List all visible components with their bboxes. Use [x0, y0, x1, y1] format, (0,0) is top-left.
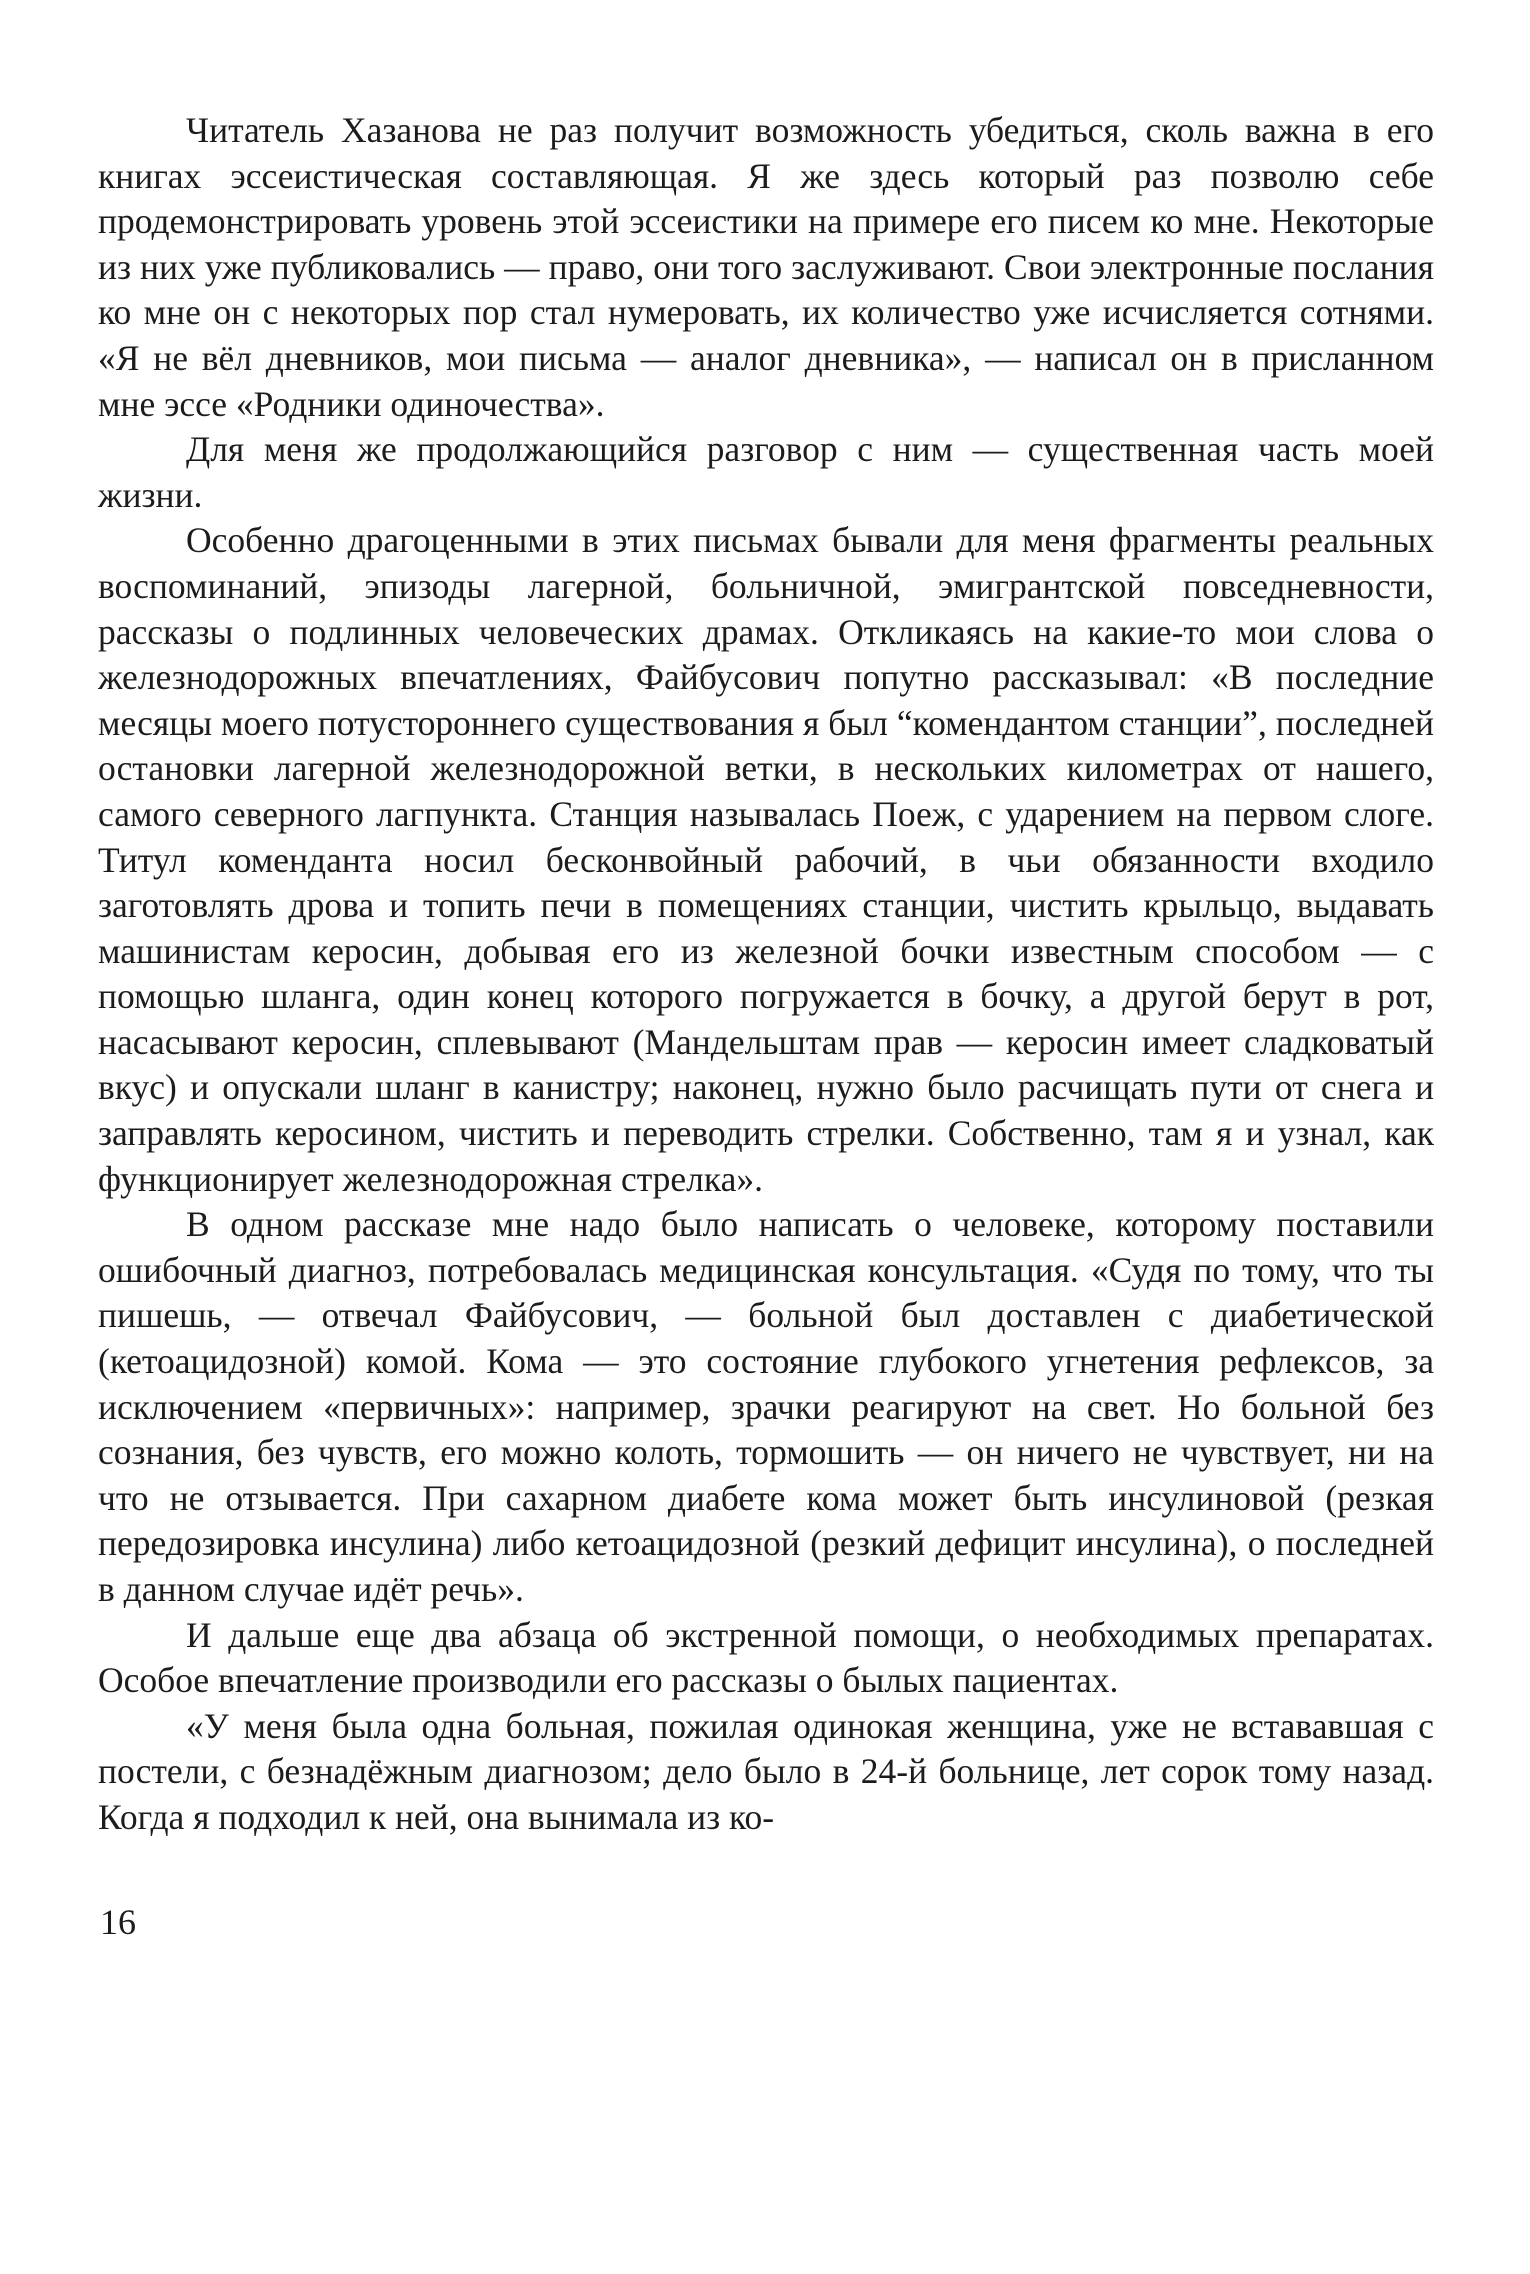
paragraph-5: И дальше еще два абзаца об экстренной помощи, о необходимых препаратах. Особое впечатление производили его рассказы о былых пациентах.: [98, 1614, 1434, 1701]
paragraph-2: Для меня же продолжающийся разговор с ним — существенная часть моей жизни.: [98, 429, 1434, 515]
page-number: 16: [100, 1902, 136, 1942]
paragraph-6: «У меня была одна больная, пожилая одинокая женщина, уже не встававшая с постели, с безнадёжным диагнозом; дело было в 24-й больнице, лет сорок тому назад. Когда я подходил к ней, она вынимала из ко-: [98, 1705, 1434, 1837]
paragraph-1: Читатель Хазанова не раз получит возможность убедиться, сколь важна в его книгах эссеистическая составляющая. Я же здесь который раз позволю себе продемонстрировать уровень этой эссеистики на примере его писем ко мне. Некоторые из них уже публиковались — право, они того заслуживают. Свои электронные послания ко мне он с некоторых пор стал нумеровать, их количество уже исчисляется сотнями. «Я не вёл дневников, мои письма — аналог дневника», — написал он в присланном мне эссе «Родники одиночества».: [98, 110, 1434, 424]
paragraph-3: Особенно драгоценными в этих письмах бывали для меня фрагменты реальных воспоминаний, эпизоды лагерной, больничной, эмигрантской повседневности, рассказы о подлинных человеческих драмах. Откликаясь на какие-то мои слова о железнодорожных впечатлениях, Файбусович попутно рассказывал: «В последние месяцы моего потустороннего существования я был “комендантом станции”, последней остановки лагерной железнодорожной ветки, в нескольких километрах от нашего, самого северного лагпункта. Станция называлась Поеж, с ударением на первом слоге. Титул коменданта носил бесконвойный рабочий, в чьи обязанности входило заготовлять дрова и топить печи в помещениях станции, чистить крыльцо, выдавать машинистам керосин, добывая его из железной бочки известным способом — с помощью шланга, один конец которого погружается в бочку, а другой берут в рот, насасывают керосин, сплевывают (Мандельштам прав — керосин имеет сладковатый вкус) и опускали шланг в канистру; наконец, нужно было расчищать пути от снега и заправлять керосином, чистить и переводить стрелки. Собственно, там я и узнал, как функционирует железнодорожная стрелка».: [98, 520, 1434, 1199]
paragraph-4: В одном рассказе мне надо было написать о человеке, которому поставили ошибочный диагноз, потребовалась медицинская консультация. «Судя по тому, что ты пишешь, — отвечал Файбусович, — больной был доставлен с диабетической (кетоацидозной) комой. Кома — это состояние глубокого угнетения рефлексов, за исключением «первичных»: например, зрачки реагируют на свет. Но больной без сознания, без чувств, его можно колоть, тормошить — он ничего не чувствует, ни на что не отзывается. При сахарном диабете кома может быть инсулиновой (резкая передозировка инсулина) либо кетоацидозной (резкий дефицит инсулина), о последней в данном случае идёт речь».: [98, 1204, 1434, 1609]
body-text: [98, 108, 1434, 1841]
